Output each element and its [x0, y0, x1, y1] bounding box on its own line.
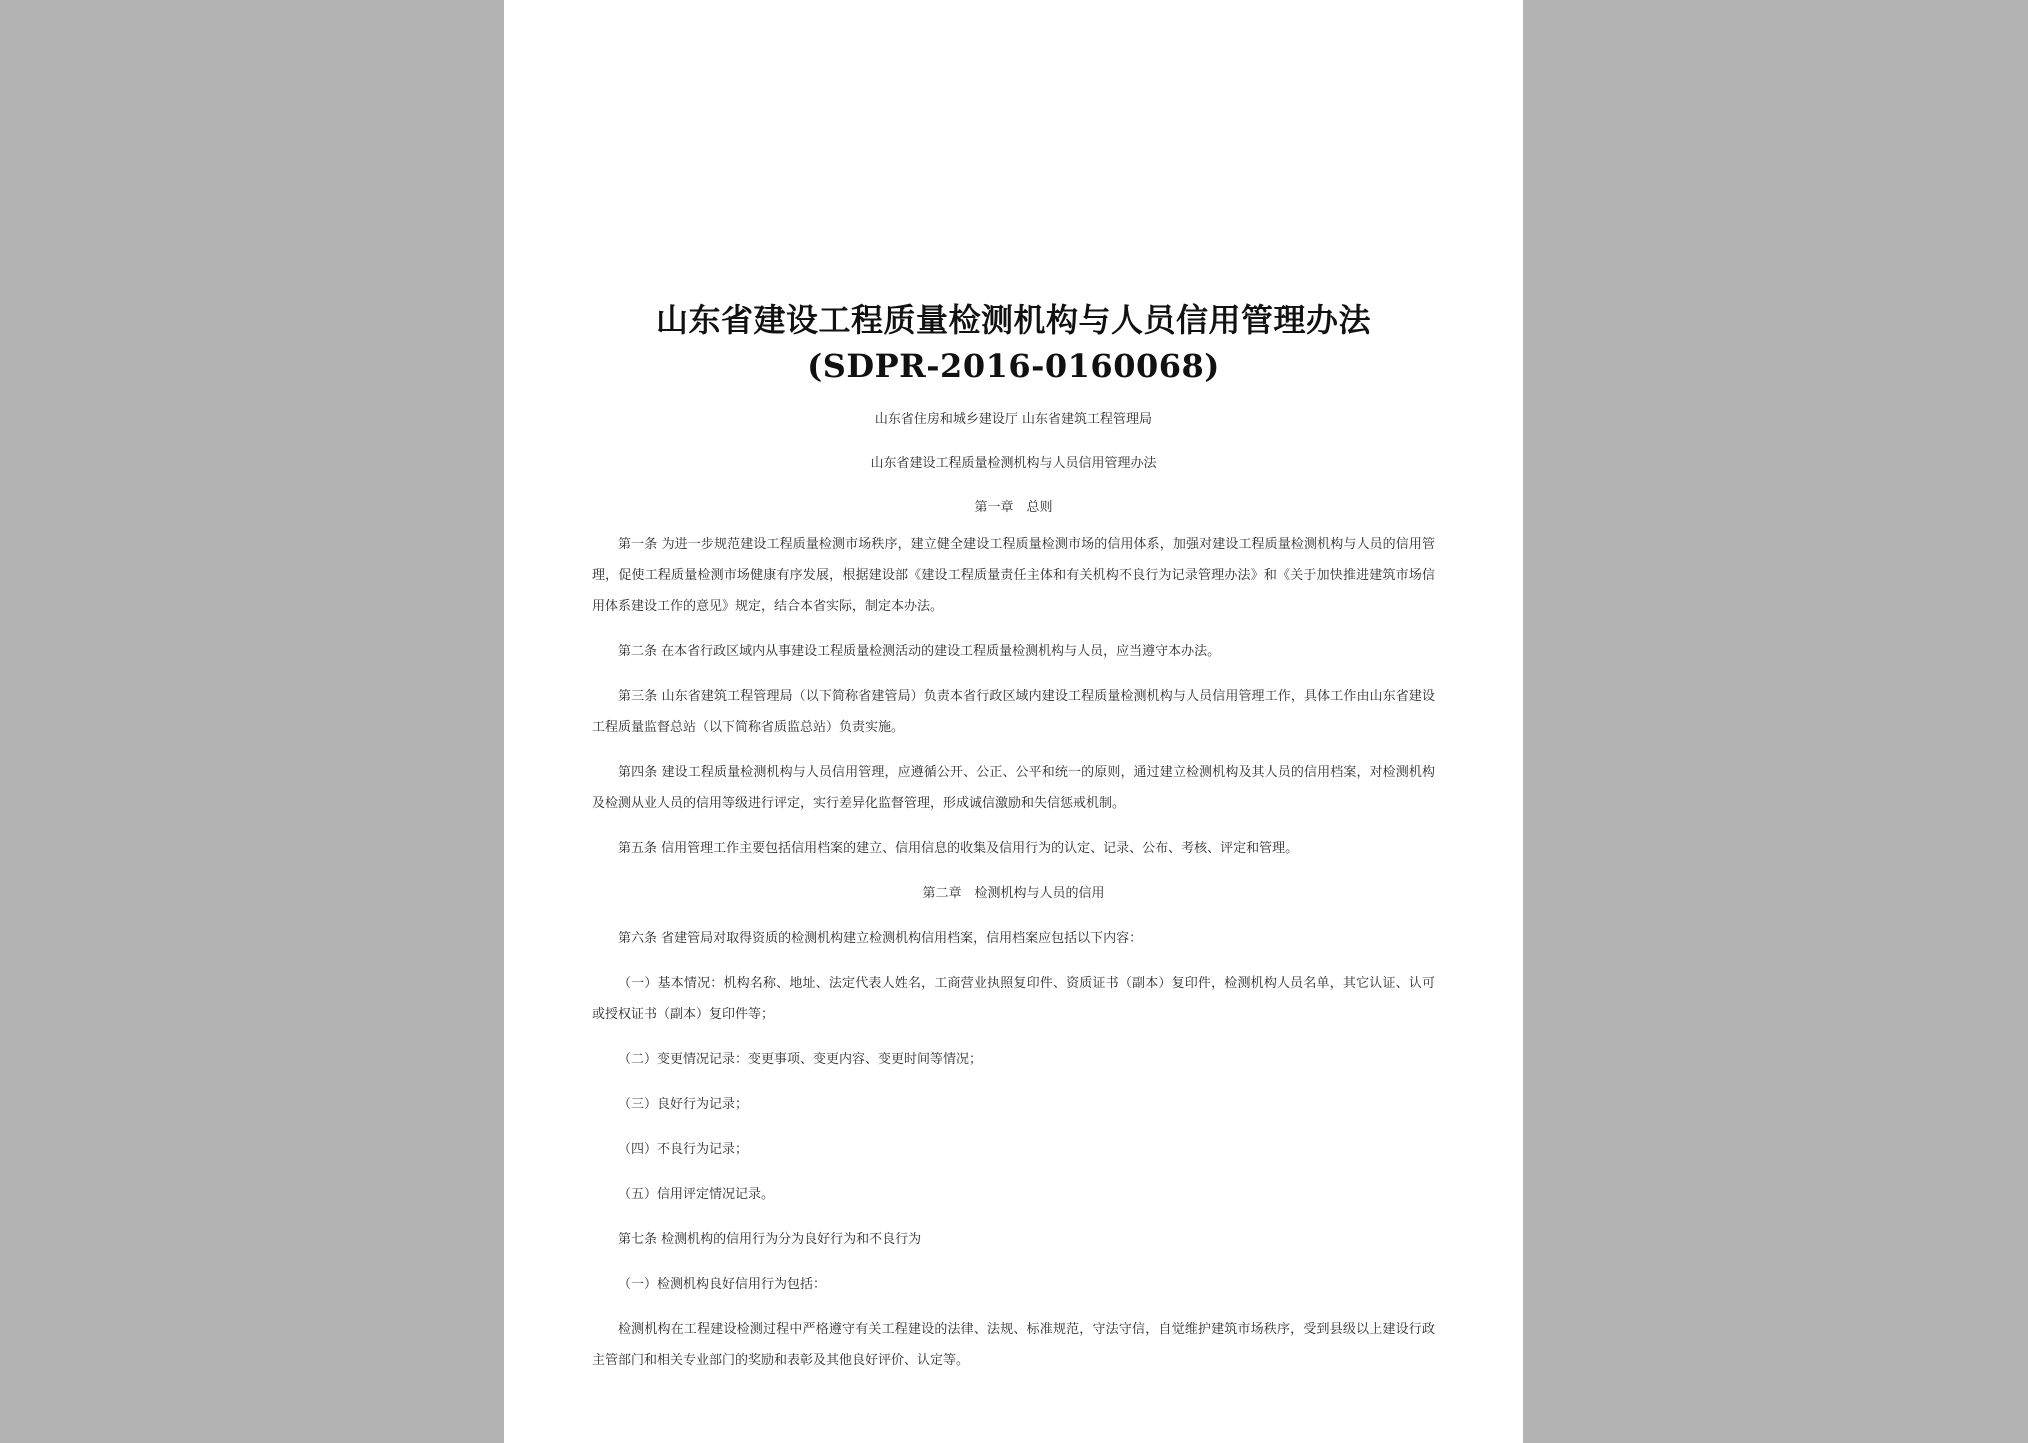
article-6-item-1: （一）基本情况：机构名称、地址、法定代表人姓名，工商营业执照复印件、资质证书（副本）复印件，检测机构人员名单，其它认证、认可或授权证书（副本）复印件等；	[592, 976, 1435, 1022]
article-1: 第一条 为进一步规范建设工程质量检测市场秩序，建立健全建设工程质量检测市场的信用体系，加强对建设工程质量检测机构与人员的信用管理，促使工程质量检测市场健康有序发展，根据建设部《建设工程质量责任主体和有关机构不良行为记录管理办法》和《关于加快推进建筑市场信用体系建设工作的意见》规定，结合本省实际，制定本办法。	[592, 537, 1435, 614]
article-7: 第七条 检测机构的信用行为分为良好行为和不良行为	[618, 1232, 922, 1247]
article-3: 第三条 山东省建筑工程管理局（以下简称省建管局）负责本省行政区域内建设工程质量检测机构与人员信用管理工作，具体工作由山东省建设工程质量监督总站（以下简称省质监总站）负责实施。	[592, 689, 1435, 735]
article-7-item-1: （一）检测机构良好信用行为包括：	[618, 1277, 827, 1292]
issuer-line: 山东省住房和城乡建设厅 山东省建筑工程管理局	[874, 412, 1153, 427]
chapter-1-heading: 第一章 总则	[974, 500, 1053, 515]
article-6-item-2: （二）变更情况记录：变更事项、变更内容、变更时间等情况；	[618, 1052, 983, 1067]
article-6: 第六条 省建管局对取得资质的检测机构建立检测机构信用档案，信用档案应包括以下内容：	[618, 931, 1143, 946]
article-4: 第四条 建设工程质量检测机构与人员信用管理，应遵循公开、公正、公平和统一的原则，通过建立检测机构及其人员的信用档案，对检测机构及检测从业人员的信用等级进行评定，实行差异化监督管理，形成诚信激励和失信惩戒机制。	[592, 765, 1435, 811]
document-title	[592, 297, 1435, 389]
title-line-1: 山东省建设工程质量检测机构与人员信用管理办法	[655, 301, 1371, 339]
article-6-item-4: （四）不良行为记录；	[618, 1142, 749, 1157]
article-6-item-5: （五）信用评定情况记录。	[618, 1187, 775, 1202]
article-5: 第五条 信用管理工作主要包括信用档案的建立、信用信息的收集及信用行为的认定、记录、公布、考核、评定和管理。	[618, 841, 1299, 856]
title-line-2: (SDPR-2016-0160068)	[807, 347, 1220, 385]
article-7-item-1-detail: 检测机构在工程建设检测过程中严格遵守有关工程建设的法律、法规、标准规范，守法守信，自觉维护建筑市场秩序，受到县级以上建设行政主管部门和相关专业部门的奖励和表彰及其他良好评价、认定等。	[592, 1322, 1435, 1368]
document-subtitle: 山东省建设工程质量检测机构与人员信用管理办法	[870, 456, 1157, 471]
article-2: 第二条 在本省行政区域内从事建设工程质量检测活动的建设工程质量检测机构与人员，应当遵守本办法。	[618, 644, 1221, 659]
document-page	[504, 0, 1523, 1443]
document-content	[592, 297, 1435, 1376]
article-6-item-3: （三）良好行为记录；	[618, 1097, 749, 1112]
chapter-2-heading: 第二章 检测机构与人员的信用	[922, 886, 1105, 901]
